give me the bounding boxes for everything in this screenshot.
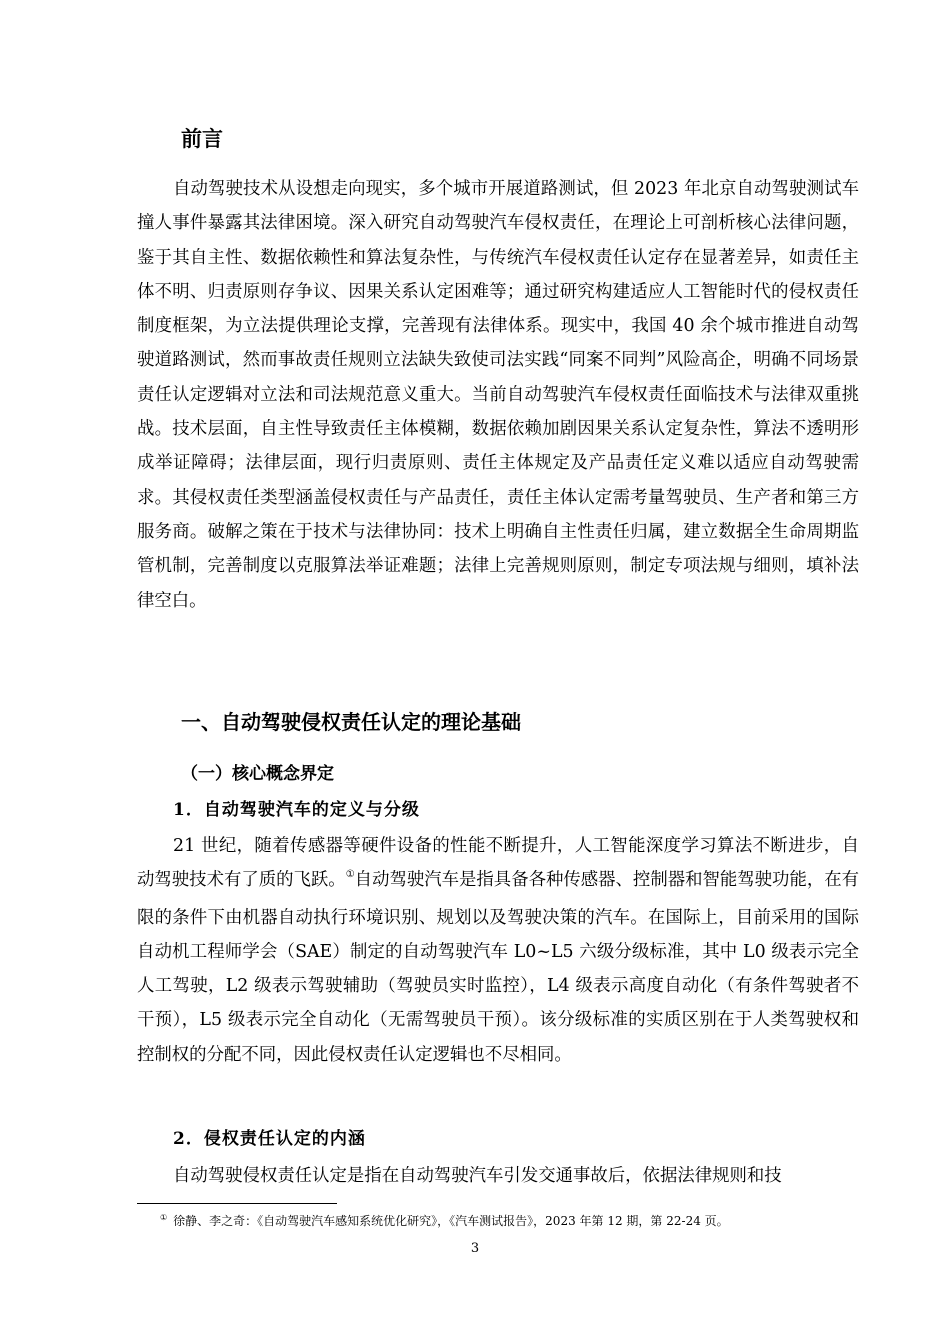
liability-paragraph: 自动驾驶侵权责任认定是指在自动驾驶汽车引发交通事故后，依据法律规则和技 <box>173 1166 782 1186</box>
definition-paragraph <box>137 829 859 1072</box>
footnote-mark: ① <box>160 1213 168 1222</box>
section-heading: 一、自动驾驶侵权责任认定的理论基础 <box>181 710 521 734</box>
footnote-reference[interactable]: ① <box>345 869 355 881</box>
preface-heading: 前言 <box>181 126 223 151</box>
subsection-heading: （一）核心概念界定 <box>181 764 334 784</box>
footnote-text: 徐静、李之奇：《自动驾驶汽车感知系统优化研究》，《汽车测试报告》，2023 年第 12 期，第 22-24 页。 <box>173 1214 729 1228</box>
item-heading-definition: 1．自动驾驶汽车的定义与分级 <box>173 800 420 820</box>
definition-text-rest: 自动驾驶汽车是指具备各种传感器、控制器和智能驾驶功能，在有限的条件下由机器自动执行环境识别、规划以及驾驶决策的汽车。在国际上，目前采用的国际自动机工程师学会（SAE）制定的自动驾驶汽车 L0~L5 六级分级标准，其中 L0 级表示完全人工驾驶，L2 级表示驾驶辅助（驾驶员实时监控），L4 级表示高度自动化（有条件驾驶者不干预），L5 级表示完全自动化（无需驾驶员干预）。该分级标准的实质区别在于人类驾驶权和控制权的分配不同，因此侵权责任认定逻辑也不尽相同。 <box>137 870 860 1065</box>
item-heading-liability: 2．侵权责任认定的内涵 <box>173 1129 366 1149</box>
footnote <box>160 1212 729 1232</box>
footnote-divider <box>137 1203 337 1204</box>
definition-text-start: 21 世纪，随着传感器等硬件设备的性能不断提升，人工智能深度学习算法不断进步，自动驾驶技术有了质的飞跃。 <box>137 836 859 891</box>
page-number: 3 <box>470 1241 480 1256</box>
preface-paragraph: 自动驾驶技术从设想走向现实，多个城市开展道路测试，但 2023 年北京自动驾驶测试车撞人事件暴露其法律困境。深入研究自动驾驶汽车侵权责任，在理论上可剖析核心法律问题，鉴于其自主性、数据依赖性和算法复杂性，与传统汽车侵权责任认定存在显著差异，如责任主体不明、归责原则存争议、因果关系认定困难等；通过研究构建适应人工智能时代的侵权责任制度框架，为立法提供理论支撑，完善现有法律体系。现实中，我国 40 余个城市推进自动驾驶道路测试，然而事故责任规则立法缺失致使司法实践“同案不同判”风险高企，明确不同场景责任认定逻辑对立法和司法规范意义重大。当前自动驾驶汽车侵权责任面临技术与法律双重挑战。技术层面，自主性导致责任主体模糊，数据依赖加剧因果关系认定复杂性，算法不透明形成举证障碍；法律层面，现行归责原则、责任主体规定及产品责任定义难以适应自动驾驶需求。其侵权责任类型涵盖侵权责任与产品责任，责任主体认定需考量驾驶员、生产者和第三方服务商。破解之策在于技术与法律协同：技术上明确自主性责任归属，建立数据全生命周期监管机制，完善制度以克服算法举证难题；法律上完善规则原则，制定专项法规与细则，填补法律空白。 <box>137 179 859 611</box>
